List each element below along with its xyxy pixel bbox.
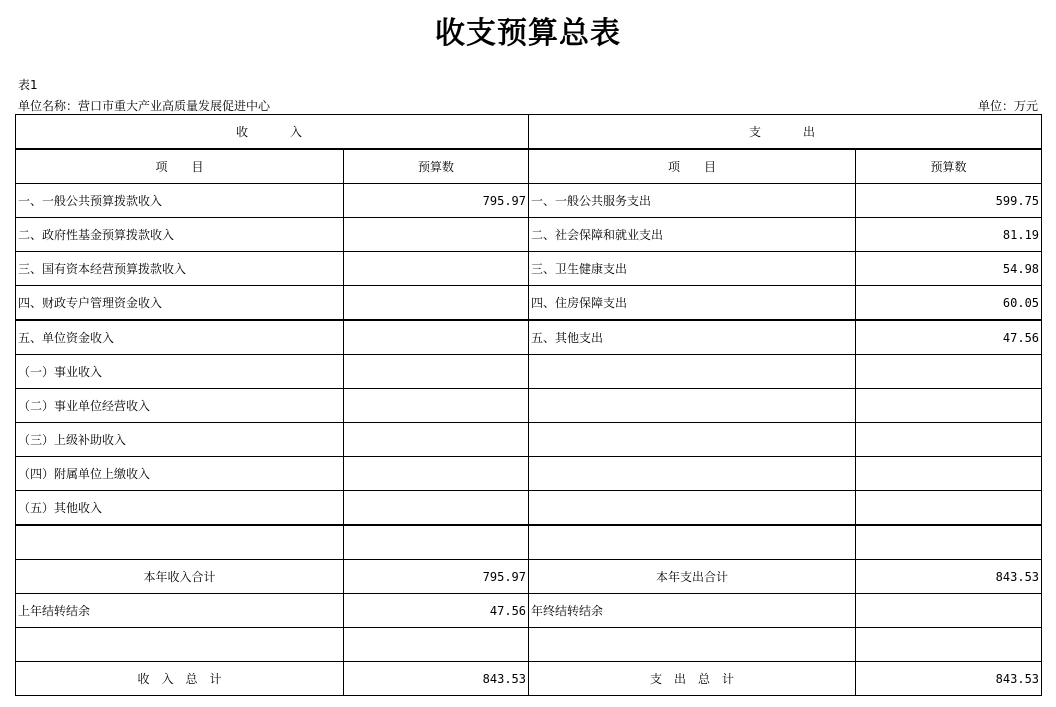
income-item: 一、一般公共预算拨款收入 [16, 184, 344, 218]
table-row [16, 389, 1042, 423]
income-item: （五）其他收入 [16, 491, 344, 526]
income-grand-total-value: 843.53 [344, 662, 529, 696]
expense-value: 47.56 [856, 320, 1042, 355]
income-header: 收 入 [16, 115, 529, 150]
income-value: 795.97 [344, 184, 529, 218]
table-row [16, 355, 1042, 389]
table-row [16, 252, 1042, 286]
expense-year-total-value: 843.53 [856, 560, 1042, 594]
income-value [344, 457, 529, 491]
expense-item: 五、其他支出 [529, 320, 856, 355]
income-value [344, 320, 529, 355]
expense-item-header: 项 目 [529, 149, 856, 184]
table-row [16, 184, 1042, 218]
income-year-total-label: 本年收入合计 [16, 560, 344, 594]
income-item: 三、国有资本经营预算拨款收入 [16, 252, 344, 286]
table-row [16, 525, 1042, 560]
income-budget-header: 预算数 [344, 149, 529, 184]
income-year-total-value: 795.97 [344, 560, 529, 594]
table-number: 表1 [18, 78, 38, 92]
expense-value [856, 457, 1042, 491]
income-item [16, 525, 344, 560]
budget-table [15, 114, 1042, 696]
table-row [16, 457, 1042, 491]
blank-cell [856, 628, 1042, 662]
income-item: 五、单位资金收入 [16, 320, 344, 355]
page-title: 收支预算总表 [435, 16, 621, 51]
income-value [344, 423, 529, 457]
expense-item [529, 355, 856, 389]
column-header-row [16, 149, 1042, 184]
expense-carryover-label: 年终结转结余 [529, 594, 856, 628]
expense-value: 60.05 [856, 286, 1042, 321]
expense-value [856, 423, 1042, 457]
table-row [16, 423, 1042, 457]
income-item: （一）事业收入 [16, 355, 344, 389]
expense-value [856, 389, 1042, 423]
income-grand-total-label: 收 入 总 计 [16, 662, 344, 696]
income-value [344, 491, 529, 526]
income-item: 二、政府性基金预算拨款收入 [16, 218, 344, 252]
income-value [344, 218, 529, 252]
carryover-row [16, 594, 1042, 628]
expense-value: 599.75 [856, 184, 1042, 218]
income-carryover-value: 47.56 [344, 594, 529, 628]
expense-budget-header: 预算数 [856, 149, 1042, 184]
expense-item: 四、住房保障支出 [529, 286, 856, 321]
table-row [16, 491, 1042, 526]
expense-year-total-label: 本年支出合计 [529, 560, 856, 594]
year-total-row [16, 560, 1042, 594]
blank-row [16, 628, 1042, 662]
expense-item [529, 389, 856, 423]
table-row [16, 286, 1042, 321]
income-value [344, 286, 529, 321]
expense-item: 二、社会保障和就业支出 [529, 218, 856, 252]
table-row [16, 320, 1042, 355]
expense-value [856, 355, 1042, 389]
expense-item [529, 525, 856, 560]
expense-item: 一、一般公共服务支出 [529, 184, 856, 218]
expense-grand-total-label: 支 出 总 计 [529, 662, 856, 696]
grand-total-row [16, 662, 1042, 696]
income-item: （四）附属单位上缴收入 [16, 457, 344, 491]
income-item: （二）事业单位经营收入 [16, 389, 344, 423]
income-value [344, 525, 529, 560]
income-item: 四、财政专户管理资金收入 [16, 286, 344, 321]
unit-label: 单位：万元 [977, 99, 1038, 113]
expense-value: 54.98 [856, 252, 1042, 286]
blank-cell [529, 628, 856, 662]
expense-carryover-value [856, 594, 1042, 628]
expense-item [529, 423, 856, 457]
blank-cell [344, 628, 529, 662]
expense-item: 三、卫生健康支出 [529, 252, 856, 286]
expense-header: 支 出 [529, 115, 1042, 150]
expense-value [856, 491, 1042, 526]
table-header-row [16, 115, 1042, 150]
unit-name: 单位名称：营口市重大产业高质量发展促进中心 [18, 99, 271, 113]
income-value [344, 355, 529, 389]
expense-grand-total-value: 843.53 [856, 662, 1042, 696]
income-carryover-label: 上年结转结余 [16, 594, 344, 628]
income-item: （三）上级补助收入 [16, 423, 344, 457]
expense-value: 81.19 [856, 218, 1042, 252]
table-row [16, 218, 1042, 252]
income-value [344, 252, 529, 286]
expense-value [856, 525, 1042, 560]
income-item-header: 项 目 [16, 149, 344, 184]
expense-item [529, 491, 856, 526]
expense-item [529, 457, 856, 491]
blank-cell [16, 628, 344, 662]
income-value [344, 389, 529, 423]
